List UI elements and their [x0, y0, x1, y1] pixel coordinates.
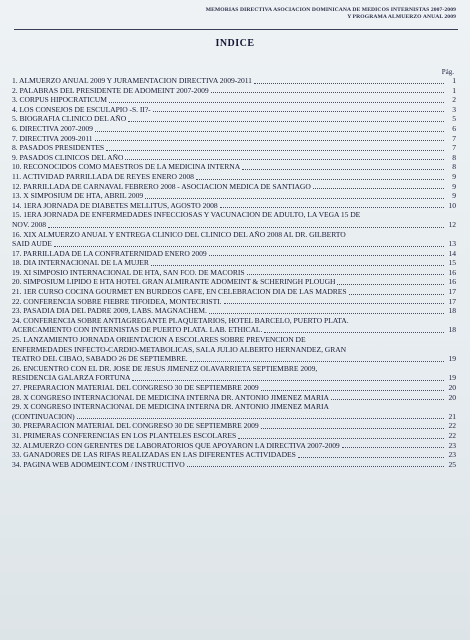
dot-leader	[313, 188, 444, 189]
toc-entry-title: 27. PREPARACION MATERIAL DEL CONGRESO 30 DE SEPTIEMBRE 2009	[12, 383, 259, 392]
toc-entry-25-line-2: ENFERMEDADES INFECTO-CARDIO-METABOLICAS, SALA JULIO ALBERTO HERNANDEZ, GRAN	[12, 344, 347, 354]
toc-entry-title: 22. CONFERENCIA SOBRE FIEBRE TIFOIDEA, MONTECRISTI.	[12, 296, 222, 306]
toc-entry	[12, 86, 456, 96]
toc-entry-title: 21. 1ER CURSO COCINA GOURMET EN BURDEOS CAFE, EN CELEBRACION DIA DE LAS MADRES	[12, 287, 347, 297]
dot-leader	[187, 466, 444, 467]
dot-leader	[77, 418, 444, 419]
toc-entry-title: 6. DIRECTIVA 2007-2009	[12, 123, 93, 133]
toc-entry-title: 5. BIOGRAFIA CLINICO DEL AÑO	[12, 114, 127, 124]
toc-entry-page: 8	[452, 162, 456, 172]
toc-entry-page: 5	[452, 114, 456, 124]
toc-entry	[12, 95, 456, 105]
toc-entry	[12, 153, 456, 163]
toc-entry-title: 7. DIRECTIVA 2009-2011	[12, 133, 93, 143]
header-rule	[14, 29, 458, 30]
dot-leader	[220, 207, 444, 208]
toc-entry-page: 17	[448, 296, 456, 306]
toc-entry	[12, 277, 456, 287]
toc-entry-title: 31. PRIMERAS CONFERENCIAS EN LOS PLANTELES ESCOLARES	[12, 430, 237, 440]
toc-entry	[12, 249, 456, 259]
toc-entry-16-line-1: 16. XIX ALMUERZO ANUAL Y ENTREGA CLINICO DEL CLINICO DEL AÑO 2008 AL DR. GILBERTO	[12, 229, 346, 239]
toc-entry-page: 22	[448, 421, 456, 431]
toc-entry-25-line-3: TEATRO DEL CIBAO, SABADO 26 DE SEPTIEMBRE.	[12, 354, 188, 364]
dot-leader	[261, 390, 444, 391]
toc-entry-page: 16	[448, 277, 456, 287]
toc-entry	[12, 76, 456, 86]
toc-entry	[12, 450, 456, 460]
dot-leader	[132, 380, 444, 381]
toc-entry-title: 13. X SIMPOSIUM DE HTA, ABRIL 2009	[12, 191, 144, 201]
toc-entry	[12, 297, 456, 307]
toc-entry	[12, 383, 456, 393]
header-line-2: Y PROGRAMA ALMUERZO ANUAL 2009	[347, 13, 456, 20]
toc-entry-29-line-2: (CONTINUACION)	[12, 411, 75, 421]
toc-entry-16-page: 13	[448, 239, 456, 249]
toc-entry-page: 17	[448, 287, 456, 297]
dot-leader	[95, 140, 444, 141]
page-title: INDICE	[215, 38, 255, 49]
dot-leader	[153, 111, 444, 112]
toc-entry	[12, 460, 456, 470]
toc-entry-page: 14	[448, 248, 456, 258]
dot-leader	[209, 313, 444, 314]
toc-entry-24-page: 18	[448, 325, 456, 335]
dot-leader	[298, 457, 444, 458]
dot-leader	[196, 179, 444, 180]
toc-entry-title: 28. X CONGRESO INTERNACIONAL DE MEDICINA INTERNA DR. ANTONIO JIMENEZ MARIA	[12, 392, 329, 402]
toc-entry-page: 25	[448, 459, 456, 469]
toc-entry-page: 18	[448, 306, 456, 316]
toc-entry	[12, 105, 456, 115]
dot-leader	[145, 198, 444, 199]
toc-entry-page: 10	[448, 200, 456, 210]
toc-entry	[12, 287, 456, 297]
toc-entry	[12, 239, 456, 249]
dot-leader	[349, 294, 444, 295]
toc-entry-title: 11. ACTIVIDAD PARRILLADA DE REYES ENERO 2008	[12, 171, 194, 181]
dot-leader	[106, 150, 444, 151]
toc-entry-title: 9. PASADOS CLINICOS DEL AÑO	[12, 152, 124, 162]
dot-leader	[247, 274, 444, 275]
toc-entry-page: 3	[452, 104, 456, 114]
dot-leader	[125, 159, 444, 160]
toc-entry	[12, 134, 456, 144]
toc-entry-page: 23	[448, 450, 456, 460]
toc-group-d	[12, 421, 456, 469]
toc-group-a	[12, 76, 456, 210]
toc-entry-title: 8. PASADOS PRESIDENTES	[12, 143, 105, 153]
toc-entry-page: 23	[448, 440, 456, 450]
toc-entry-title: 14. 1ERA JORNADA DE DIABETES MELLITUS, AGOSTO 2008	[12, 200, 218, 210]
toc-entry-page: 9	[452, 171, 456, 181]
dot-leader	[48, 227, 444, 228]
toc-entry-page: 20	[448, 392, 456, 402]
toc-entry	[12, 421, 456, 431]
toc-group-b	[12, 249, 456, 316]
toc-entry-title: 20. SIMPOSIUM LIPIDO E HTA HOTEL GRAN ALMIRANTE ADOMEINT & SCHERINGH PLOUGH	[12, 277, 336, 287]
dot-leader	[238, 438, 444, 439]
toc-entry-page: 7	[452, 143, 456, 153]
toc-entry-title: 4. LOS CONSEJOS DE ESCULAPIO -S. II?-	[12, 104, 151, 114]
dot-leader	[264, 332, 444, 333]
toc-entry	[12, 373, 456, 383]
toc-entry	[12, 191, 456, 201]
toc-entry-title: 1. ALMUERZO ANUAL 2009 Y JURAMENTACION DIRECTIVA 2009-2011	[12, 76, 252, 85]
toc-entry-26-line-2: RESIDENCIA GALARZA FORTUNA	[12, 373, 131, 383]
toc-entry-title: 33. GANADORES DE LAS RIFAS REALIZADAS EN LAS DIFERENTES ACTIVIDADES	[12, 450, 296, 460]
toc-entry	[12, 412, 456, 422]
toc-entry-page: 20	[448, 383, 456, 392]
toc-entry-page: 1	[452, 85, 456, 95]
toc-entry-title: 10. RECONOCIDOS COMO MAESTROS DE LA MEDICINA INTERNA	[12, 162, 241, 172]
toc-entry-page: 9	[452, 181, 456, 191]
toc-entry-title: 30. PREPARACION MATERIAL DEL CONGRESO 30 DE SEPTIEMBRE 2009	[12, 421, 259, 431]
toc-entry-title: 34. PAGINA WEB ADOMEINT.COM / INSTRUCTIVO	[12, 459, 185, 469]
toc-entry	[12, 124, 456, 134]
dot-leader	[128, 121, 444, 122]
dot-leader	[342, 447, 444, 448]
toc-entry-page: 8	[452, 152, 456, 162]
toc-entry-title: 12. PARRILLADA DE CARNAVAL FEBRERO 2008 - ASOCIACION MEDICA DE SANTIAGO	[12, 181, 311, 191]
toc-entry-26-line-1: 26. ENCUENTRO CON EL DR. JOSE DE JESUS JIMENEZ OLAVARRIETA SEPTIEMBRE 2009,	[12, 363, 318, 373]
toc-entry	[12, 220, 456, 230]
toc-entry-title: 32. ALMUERZO CON GERENTES DE LABORATORIOS QUE APOYARON LA DIRECTIVA 2007-2009	[12, 440, 340, 450]
table-of-contents	[12, 76, 456, 469]
toc-entry-page: 7	[452, 133, 456, 143]
toc-entry-15-line-1: 15. 1ERA JORNADA DE ENFERMEDADES INFECCIOSAS Y VACUNACION DE ADULTO, LA VEGA 15 DE	[12, 210, 361, 220]
toc-entry-page: 1	[452, 76, 456, 85]
dot-leader	[337, 284, 444, 285]
toc-entry-title: 3. CORPUS HIPOCRATICUM	[12, 95, 107, 105]
running-header	[116, 7, 456, 20]
toc-entry	[12, 268, 456, 278]
dot-leader	[109, 102, 444, 103]
toc-entry-29-page: 21	[448, 411, 456, 421]
dot-leader	[190, 361, 444, 362]
toc-entry	[12, 114, 456, 124]
toc-entry-page: 16	[448, 267, 456, 277]
dot-leader	[224, 303, 444, 304]
toc-entry-page: 9	[452, 191, 456, 201]
toc-entry-26-page: 19	[448, 373, 456, 383]
toc-entry	[12, 258, 456, 268]
dot-leader	[95, 131, 444, 132]
toc-entry-24-line-1: 24. CONFERENCIA SOBRE ANTIAGREGANTE PLAQUETARIOS, HOTEL BARCELO, PUERTO PLATA.	[12, 315, 349, 325]
toc-entry	[12, 325, 456, 335]
header-line-1: MEMORIAS DIRECTIVA ASOCIACION DOMINICANA DE MEDICOS INTERNISTAS 2007-2009	[205, 7, 456, 13]
toc-entry-title: 19. XI SIMPOSIO INTERNACIONAL DE HTA, SAN FCO. DE MACORIS	[12, 267, 245, 277]
toc-entry-page: 6	[452, 123, 456, 133]
page-column-label: Pág.	[441, 68, 454, 76]
toc-entry	[12, 201, 456, 211]
toc-entry	[12, 441, 456, 451]
toc-entry-15-page: 12	[448, 219, 456, 229]
toc-entry	[12, 143, 456, 153]
toc-entry-title: 2. PALABRAS DEL PRESIDENTE DE ADOMEINT 2007-2009	[12, 85, 209, 95]
dot-leader	[261, 428, 444, 429]
toc-group-c	[12, 383, 456, 402]
toc-entry-16-line-2: SAID AUDE	[12, 239, 52, 249]
toc-entry-29-line-1: 29. X CONGRESO INTERNACIONAL DE MEDICINA INTERNA DR. ANTONIO JIMENEZ MARIA	[12, 402, 329, 412]
dot-leader	[209, 255, 444, 256]
dot-leader	[331, 399, 444, 400]
dot-leader	[151, 265, 444, 266]
toc-entry	[12, 182, 456, 192]
toc-entry	[12, 306, 456, 316]
toc-entry	[12, 354, 456, 364]
toc-entry	[12, 172, 456, 182]
toc-entry-title: 17. PARRILLADA DE LA CONFRATERNIDAD ENERO 2009	[12, 248, 207, 258]
toc-entry-24-line-2: ACERCAMIENTO CON INTERNISTAS DE PUERTO PLATA. LAB. ETHICAL.	[12, 325, 263, 335]
toc-entry-page: 15	[448, 258, 456, 268]
toc-entry	[12, 162, 456, 172]
dot-leader	[54, 246, 444, 247]
toc-entry-25-line-1: 25. LANZAMIENTO JORNADA ORIENTACION A ESCOLARES SOBRE PREVENCION DE	[12, 335, 306, 345]
dot-leader	[211, 92, 444, 93]
toc-entry-title: 23. PASADIA DIA DEL PADRE 2009, LABS. MAGNACHEM.	[12, 306, 207, 316]
dot-leader	[254, 83, 444, 84]
dot-leader	[242, 169, 444, 170]
toc-entry	[12, 393, 456, 403]
toc-entry-page: 2	[452, 95, 456, 105]
toc-entry-title: 18. DIA INTERNACIONAL DE LA MUJER	[12, 258, 149, 268]
toc-entry-page: 22	[448, 430, 456, 440]
toc-entry-25-page: 19	[448, 354, 456, 364]
toc-entry-15-line-2: NOV. 2008	[12, 219, 47, 229]
toc-entry	[12, 431, 456, 441]
